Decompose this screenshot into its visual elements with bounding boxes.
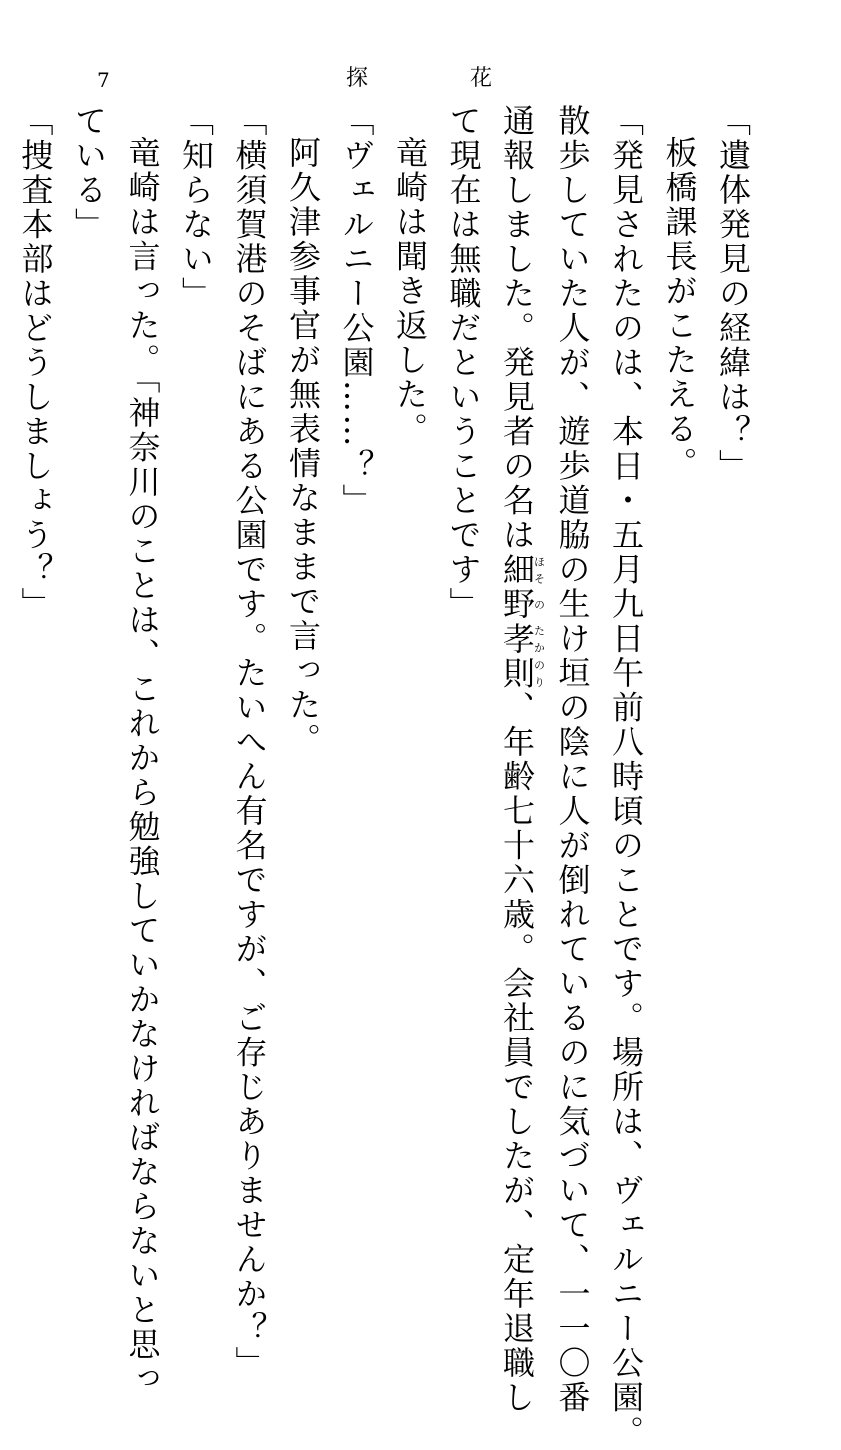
text-line-11: 「知らない」	[177, 104, 215, 311]
text-line-7: 竜崎は聞き返した。	[391, 136, 429, 447]
ruby-base: 孝則	[498, 621, 536, 691]
ruby-takanori	[498, 621, 546, 691]
running-head-title-first-char: 探	[346, 66, 369, 91]
text-line-9: 阿久津参事官が無表情なままで言った。	[284, 136, 322, 757]
text-line-14: 「捜査本部はどうしましょう？」	[16, 104, 55, 622]
ruby-base: 細	[498, 552, 536, 587]
text-segment: 、年齢七十六歳。会社員でしたが、定年退職し	[498, 690, 536, 1415]
ruby-reading: たかのり	[532, 621, 546, 691]
page-number: 7	[97, 68, 110, 92]
text-line-8: 「ヴェルニー公園……？」	[337, 104, 376, 518]
text-line-1: 「遺体発見の経緯は？」	[714, 104, 752, 484]
ruby-reading: の	[532, 587, 546, 622]
text-line-6: て現在は無職だということです」	[444, 104, 483, 622]
text-line-12: 竜崎は言った。「神奈川のことは、これから勉強していかなければならないと思っ	[123, 136, 162, 1397]
running-head-title-second-char: 花	[470, 66, 493, 91]
text-line-15	[0, 104, 8, 1104]
text-line-3: 「発見されたのは、本日・五月九日午前八時頃のことです。場所は、ヴェルニー公園。	[607, 104, 645, 1450]
vertical-body-text	[16, 104, 759, 1450]
text-line-13: ている」	[70, 104, 108, 242]
text-line-4: 散歩していた人が、遊歩道脇の生け垣の陰に人が倒れているのに気づいて、一一〇番	[553, 104, 592, 1415]
text-line-5	[490, 104, 546, 1415]
ruby-base: 野	[498, 587, 536, 622]
text-line-10: 「横須賀港のそばにある公園です。たいへん有名ですが、ご存じありませんか？」	[230, 104, 269, 1381]
ruby-hoso	[498, 552, 546, 588]
ruby-no	[498, 587, 546, 622]
text-segment: 通報しました。発見者の名は	[498, 104, 536, 553]
ruby-reading: ほそ	[532, 552, 546, 587]
text-line-2: 板橋課長がこたえる。	[660, 136, 699, 481]
